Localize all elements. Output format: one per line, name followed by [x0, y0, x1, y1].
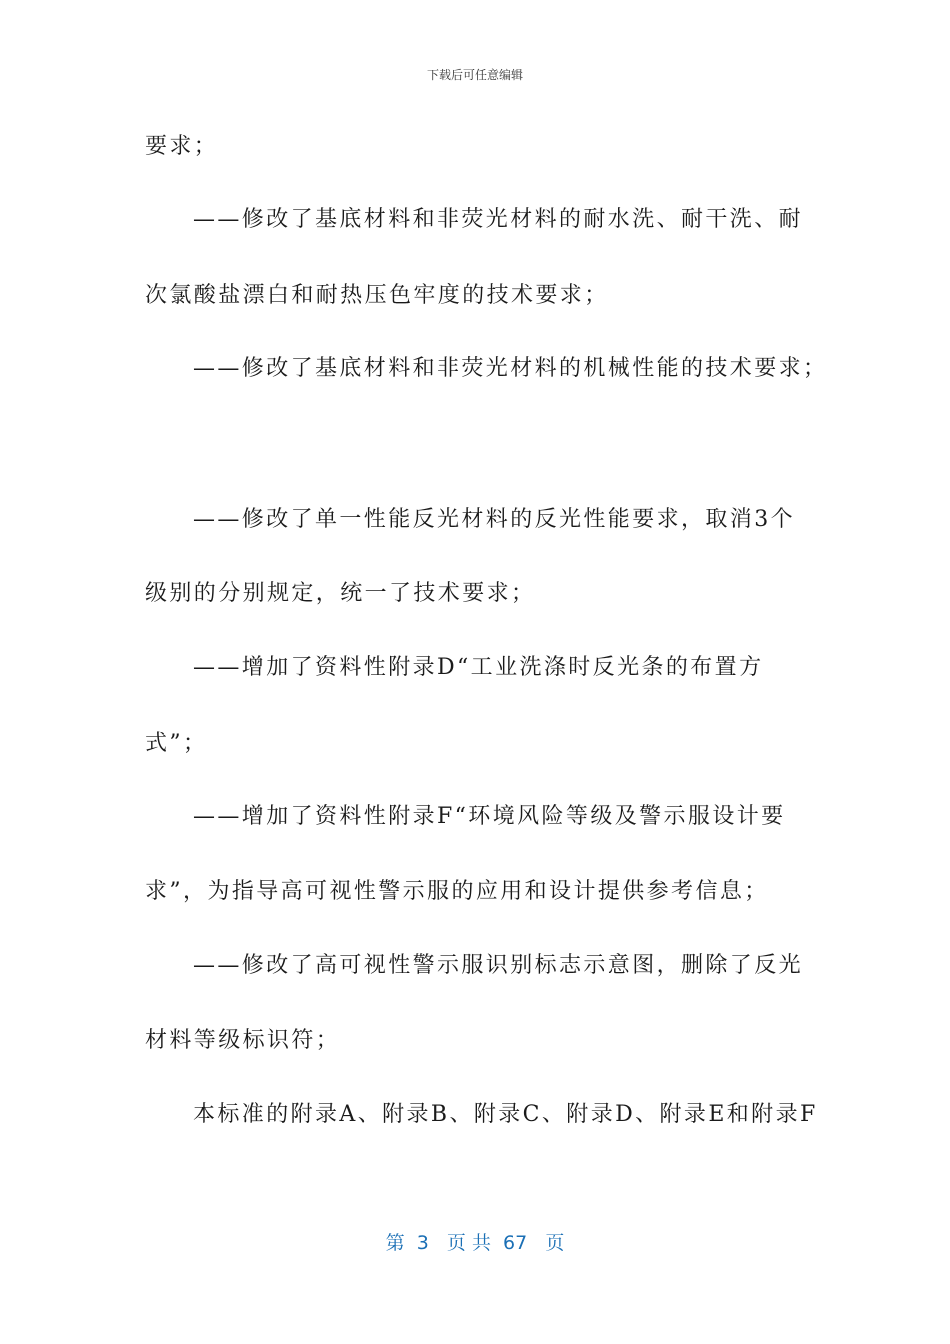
body-line-5: ——修改了单一性能反光材料的反光性能要求，取消3个 — [193, 507, 795, 532]
body-line-8: 式”； — [145, 731, 208, 756]
body-line-9: ——增加了资料性附录F“环境风险等级及警示服设计要 — [193, 804, 786, 829]
body-line-6: 级别的分别规定，统一了技术要求； — [145, 581, 536, 606]
page-number-footer: 第 3 页 共 67 页 — [385, 1232, 565, 1254]
body-line-13: 本标准的附录A、附录B、附录C、附录D、附录E和附录F — [193, 1102, 818, 1127]
body-line-11: ——修改了高可视性警示服识别标志示意图，删除了反光 — [193, 953, 804, 978]
body-line-1: 要求； — [145, 134, 219, 159]
body-line-4: ——修改了基底材料和非荧光材料的机械性能的技术要求； — [193, 356, 828, 381]
page-header: 下载后可任意编辑 — [426, 68, 523, 82]
body-line-12: 材料等级标识符； — [145, 1028, 341, 1053]
body-line-2: ——修改了基底材料和非荧光材料的耐水洗、耐干洗、耐 — [193, 207, 804, 232]
body-line-7: ——增加了资料性附录D“工业洗涤时反光条的布置方 — [193, 655, 764, 680]
body-line-3: 次氯酸盐漂白和耐热压色牢度的技术要求； — [145, 283, 609, 308]
body-line-10: 求”，为指导高可视性警示服的应用和设计提供参考信息； — [145, 879, 769, 904]
